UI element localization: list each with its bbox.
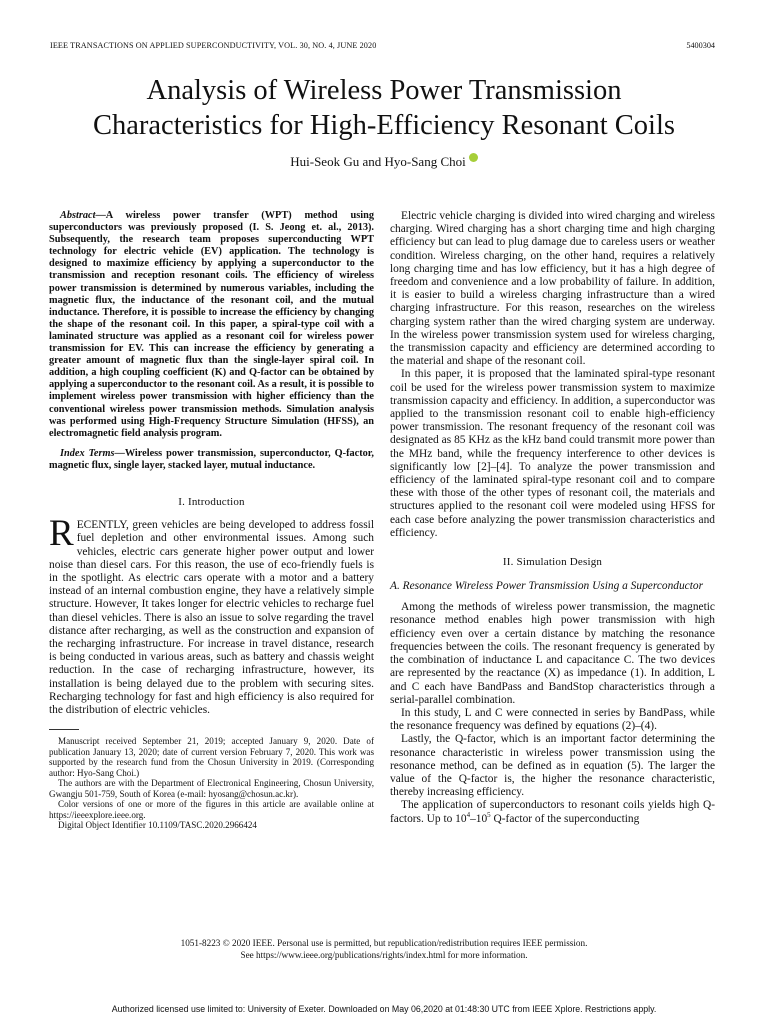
footnote-doi: Digital Object Identifier 10.1109/TASC.2020.2966424 <box>58 820 257 831</box>
abstract-text: —A wireless power transfer (WPT) method using superconductors was previously proposed (I. S. Jeong et. al., 2013). Subsequently, the research team proposes superconducting WPT technology for electric vehicle (EV) application. The technology is designed to maximize efficiency by applying a superconductor to the transmission and reception resonant coils. The efficiency of wireless power transmission is determined by numerous variables, including the magnetic flux, the inductance of the resonant coil, and the mutual inductance. Therefore, it is possible to increase the efficiency by changing the shape of the resonant coil. In this paper, a spiral-type coil with a laminated structure was applied as a resonant coil for wireless power transmission for EV. This can increase the efficiency by generating a greater amount of magnetic flux than the single-layer spiral coil. In addition, a high coupling coefficient (K) and Q-factor can be obtained by applying a superconductor to the resonant coil. As a result, it is possible to implement wireless power transmission with higher efficiency than the conventional wireless power transmission methods. Simulation analysis was performed using High-Frequency Structure Simulation (HFSS), an electromagnetic field analysis program. <box>49 210 374 439</box>
index-terms <box>49 448 374 472</box>
author-line <box>0 153 768 170</box>
introduction-text: ECENTLY, green vehicles are being developed to address fossil fuel depletion and other environmental issues. Among such vehicles, electric cars generate higher power output and lower noise than diesel cars. For this reason, the use of eco-friendly fuels is in the spotlight. As electric cars operate with a motor and a battery instead of an internal combustion engine, they have a relatively simple structure. However, It takes longer for electric vehicles to recharge fuel than diesel vehicles. There is also an issue to solve regarding the travel distance after recharging, as well as the construction and expansion of the recharging infrastructure. For increase in travel distance, research is being conducted in various areas, such as battery and chassis weight reduction. In the case of recharging infrastructure, however, its installation is being delayed due to the problem with securing sites. Recharging technology for fast and high efficiency is also required for the distribution of electric vehicles. <box>49 519 374 717</box>
drop-cap: R <box>49 513 74 555</box>
running-header: IEEE TRANSACTIONS ON APPLIED SUPERCONDUCTIVITY, VOL. 30, NO. 4, JUNE 2020 <box>50 41 377 50</box>
orcid-icon[interactable] <box>469 153 478 162</box>
section-heading-simulation: II. Simulation Design <box>502 556 603 569</box>
paper-title <box>0 73 768 143</box>
footnote-divider <box>49 729 79 730</box>
body-paragraph-2: In this paper, it is proposed that the laminated spiral-type resonant coil be used for the wireless power transmission system to maximize transmission capacity and efficiency. In addition, a superconductor was applied to the transmission resonant coil to enable high-efficiency power transmission. The resonant frequency of the resonant coil was designated as 85 KHz as the kHz band could transmit more power than the MHz band, while the frequency interference to other devices is significantly low [2]–[4]. To analyze the power transmission and efficiency of the laminated spiral-type resonant coil and to compare these with those of the other types of resonant coil, the materials and structures applied to the resonant coil were modeled using HFSS for each case before analyzing the power transmission characteristics and efficiency. <box>390 368 715 539</box>
title-line-1: Analysis of Wireless Power Transmission <box>146 75 622 106</box>
footnote-manuscript: Manuscript received September 21, 2019; accepted January 9, 2020. Date of publication January 13, 2020; date of current version February 7, 2020. This work was supported by the research fund from the Chosun University in 2019. (Corresponding author: Hyo-Sang Choi.) <box>49 736 374 778</box>
index-terms-text: —Wireless power transmission, superconductor, Q-factor, magnetic flux, single layer, stacked layer, mutual inductance. <box>49 447 374 471</box>
p6-text-c: Q-factor of the superconducting <box>490 812 640 825</box>
copyright-notice <box>0 938 768 961</box>
right-column <box>390 210 715 826</box>
p6-text-a: The application of superconductors to resonant coils yields high Q-factors. Up to 10 <box>390 799 715 825</box>
section-heading-introduction: I. Introduction <box>178 495 245 508</box>
abstract <box>49 210 374 440</box>
abstract-label: Abstract <box>60 210 96 221</box>
title-line-2: Characteristics for High-Efficiency Resonant Coils <box>93 110 675 141</box>
index-terms-label: Index Terms <box>60 447 115 459</box>
footnote-color: Color versions of one or more of the figures in this article are available online at https://ieeexplore.ieee.org. <box>49 799 374 820</box>
body-paragraph-1: Electric vehicle charging is divided into wired charging and wireless charging. Wired charging has a short charging time and high charging efficiency but can lead to plug damage due to careless users or weather condition. Wireless charging, on the other hand, requires a relatively long charging time and has low efficiency, but it has a high degree of freedom and convenience and a low probability of failure. In addition, it is easier to build a wireless charging infrastructure than a wired charging infrastructure. For this reason, researches on the wireless charging system rather than the wired charging system are underway. In the wireless power transmission system used for wireless charging, the transmission capacity and efficiency are determined according to the material and shape of the resonant coil. <box>390 210 715 368</box>
license-notice: Authorized licensed use limited to: University of Exeter. Downloaded on May 06,2020 at 01:48:30 UTC from IEEE Xplore. Restrictions apply. <box>111 1004 657 1014</box>
body-paragraph-5: Lastly, the Q-factor, which is an important factor determining the resonance characteristic in wireless power transmission using the resonance method, can be defined as in equation (5). The larger the value of the Q-factor is, the higher the resonance characteristic, thereby increasing efficiency. <box>390 733 715 799</box>
subsection-heading: A. Resonance Wireless Power Transmission Using a Superconductor <box>390 580 704 593</box>
p6-superscript-2: 5 <box>487 810 491 819</box>
body-paragraph-4: In this study, L and C were connected in series by BandPass, while the resonance frequency was defined by equations (2)–(4). <box>390 706 715 733</box>
footnote-affiliation: The authors are with the Department of Electronical Engineering, Chosun University, Gwangju 501-759, South of Korea (e-mail: hyosang@chosun.ac.kr). <box>49 778 374 799</box>
introduction-paragraph <box>49 513 374 717</box>
body-paragraph-3: Among the methods of wireless power transmission, the magnetic resonance method enables high power transmission with high efficiency even over a certain distance by matching the resonance frequencies between the coils. The resonant frequency is generated by the combination of inductance L and capacitance C. The two devices are represented by the reactance (X) as impedance (1). In addition, L and C each have BandPass and BandStop characteristics through a serial-parallel combination. <box>390 601 715 706</box>
p6-superscript-1: 4 <box>466 810 471 819</box>
page-number: 5400304 <box>686 41 715 50</box>
authors: Hui-Seok Gu and Hyo-Sang Choi <box>290 154 466 169</box>
p6-text-b: –10 <box>470 812 488 825</box>
left-column <box>49 210 374 831</box>
copyright-line-2: See https://www.ieee.org/publications/rights/index.html for more information. <box>240 949 528 960</box>
body-paragraph-6 <box>390 799 715 825</box>
copyright-line-1: 1051-8223 © 2020 IEEE. Personal use is permitted, but republication/redistribution requires IEEE permission. <box>180 938 588 948</box>
